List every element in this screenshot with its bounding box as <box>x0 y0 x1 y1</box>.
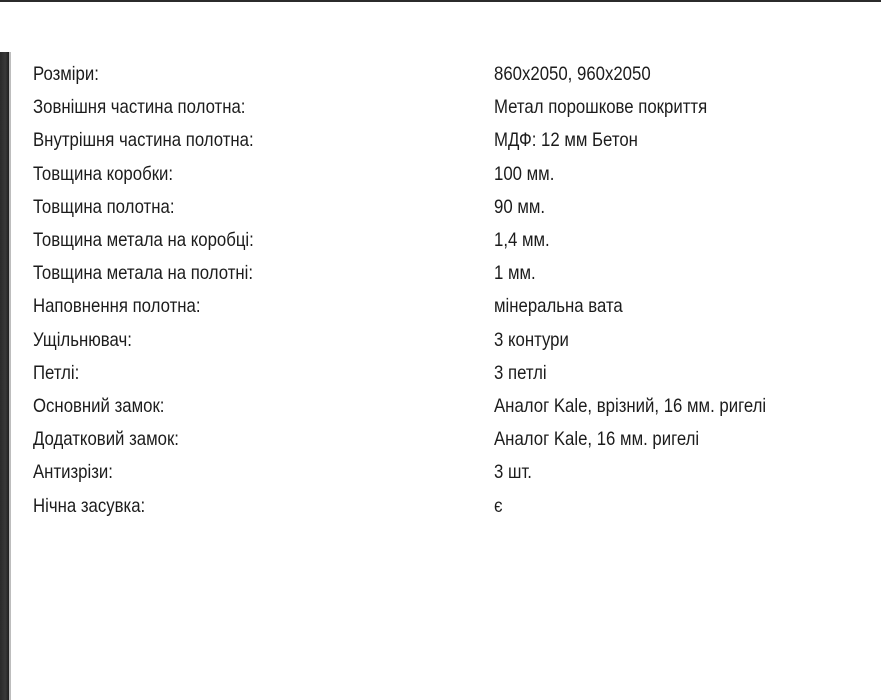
spec-row-extra-lock <box>33 423 873 456</box>
spec-row-panel-thickness <box>33 191 873 224</box>
spec-value: 90 мм. <box>494 195 546 218</box>
spec-label: Основний замок: <box>33 394 165 417</box>
spec-row-anti-cut <box>33 456 873 489</box>
door-edge-image <box>0 52 9 700</box>
spec-row-frame-metal <box>33 224 873 257</box>
spec-label: Ущільнювач: <box>33 328 132 351</box>
spec-row-frame-thickness <box>33 158 873 191</box>
spec-value: 3 шт. <box>494 461 532 484</box>
spec-table <box>33 58 873 523</box>
spec-row-sizes <box>33 58 873 91</box>
spec-row-night-latch <box>33 489 873 522</box>
spec-label: Додатковий замок: <box>33 428 179 451</box>
spec-value: Метал порошкове покриття <box>494 96 708 119</box>
spec-row-panel-metal <box>33 257 873 290</box>
door-edge-highlight <box>9 52 11 700</box>
spec-label: Нічна засувка: <box>33 494 146 517</box>
spec-label: Наповнення полотна: <box>33 295 201 318</box>
spec-label: Товщина коробки: <box>33 162 174 185</box>
spec-value: мінеральна вата <box>494 295 623 318</box>
spec-label: Розміри: <box>33 63 99 86</box>
spec-row-hinges <box>33 357 873 390</box>
spec-row-outer-panel <box>33 91 873 124</box>
spec-value: 3 контури <box>494 328 569 351</box>
spec-label: Антизрізи: <box>33 461 113 484</box>
spec-value: 1 мм. <box>494 262 536 285</box>
spec-value: 860х2050, 960х2050 <box>494 63 651 86</box>
spec-row-inner-panel <box>33 124 873 157</box>
spec-value: Аналог Kale, 16 мм. ригелі <box>494 428 700 451</box>
spec-label: Товщина метала на полотні: <box>33 262 254 285</box>
top-divider <box>0 0 881 2</box>
spec-value: 3 петлі <box>494 361 547 384</box>
spec-value: МДФ: 12 мм Бетон <box>494 129 638 152</box>
spec-label: Петлі: <box>33 361 80 384</box>
spec-value: є <box>494 494 503 517</box>
spec-row-seal <box>33 324 873 357</box>
spec-value: 1,4 мм. <box>494 229 550 252</box>
spec-label: Внутрішня частина полотна: <box>33 129 254 152</box>
spec-value: Аналог Kale, врізний, 16 мм. ригелі <box>494 394 767 417</box>
spec-row-main-lock <box>33 390 873 423</box>
spec-value: 100 мм. <box>494 162 555 185</box>
spec-row-filling <box>33 290 873 323</box>
spec-label: Товщина метала на коробці: <box>33 229 254 252</box>
spec-label: Товщина полотна: <box>33 195 175 218</box>
spec-label: Зовнішня частина полотна: <box>33 96 246 119</box>
